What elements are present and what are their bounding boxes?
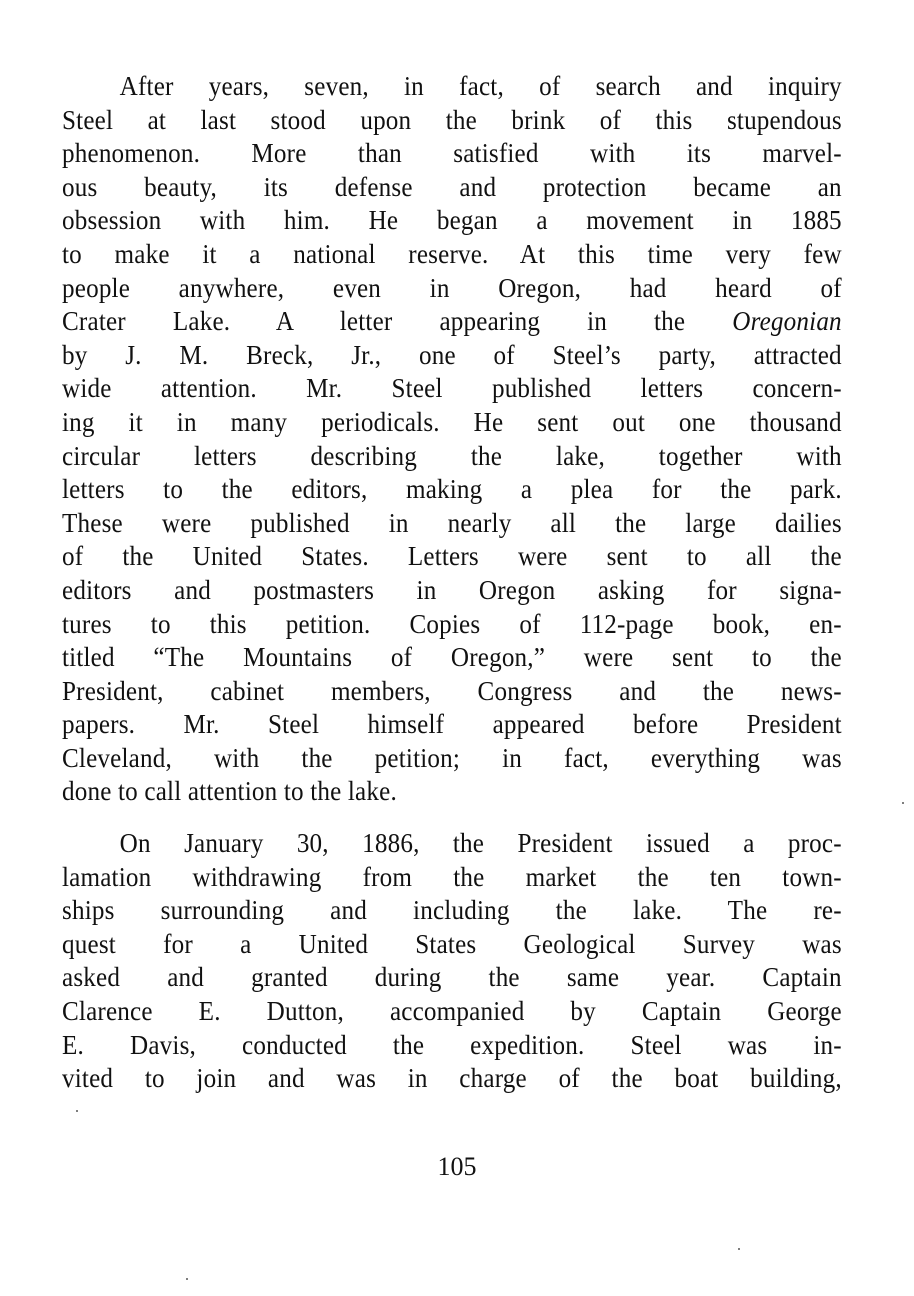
text-line: tures to this petition. Copies of 112-page book, en- <box>62 608 842 639</box>
text-line: to make it a national reserve. At this time very few <box>62 238 842 269</box>
text-line: editors and postmasters in Oregon asking for signa- <box>62 574 842 605</box>
scan-speck <box>76 1110 78 1112</box>
text-line: quest for a United States Geological Survey was <box>62 928 842 959</box>
book-page-body <box>62 70 842 1096</box>
page-number: 105 <box>437 1152 477 1181</box>
text-line: Cleveland, with the petition; in fact, everything was <box>62 742 842 773</box>
text-line: done to call attention to the lake. <box>62 776 397 807</box>
text-line: E. Davis, conducted the expedition. Steel was in- <box>62 1029 842 1060</box>
text-line: Steel at last stood upon the brink of this stupendous <box>62 104 842 135</box>
text-run: Crater Lake. A letter appearing in the <box>62 306 733 337</box>
scan-speck <box>902 802 904 804</box>
text-line: wide attention. Mr. Steel published letters concern- <box>62 373 842 404</box>
paragraph-2 <box>62 827 842 1096</box>
text-line: papers. Mr. Steel himself appeared before President <box>62 709 842 740</box>
text-line: After years, seven, in fact, of search and inquiry <box>119 71 842 101</box>
text-line: President, cabinet members, Congress and the news- <box>62 675 842 706</box>
italic-newspaper-title: Oregonian <box>732 306 842 337</box>
text-line: ous beauty, its defense and protection became an <box>62 171 842 202</box>
text-line: obsession with him. He began a movement in 1885 <box>62 205 842 236</box>
text-line: by J. M. Breck, Jr., one of Steel’s party, attracted <box>62 339 842 370</box>
text-line: circular letters describing the lake, together with <box>62 440 842 471</box>
text-line: people anywhere, even in Oregon, had heard of <box>62 272 842 303</box>
text-line: phenomenon. More than satisfied with its marvel- <box>62 138 842 169</box>
scan-speck <box>186 1278 188 1280</box>
paragraph-1 <box>62 70 842 809</box>
text-line: ships surrounding and including the lake. The re- <box>62 895 842 926</box>
text-line: letters to the editors, making a plea for the park. <box>62 474 842 505</box>
text-line: titled “The Mountains of Oregon,” were sent to the <box>62 642 842 673</box>
text-line: Clarence E. Dutton, accompanied by Captain George <box>62 996 842 1027</box>
text-line: On January 30, 1886, the President issued a proc- <box>119 828 842 859</box>
text-line: ing it in many periodicals. He sent out one thousand <box>62 406 842 437</box>
text-line-with-italic <box>62 305 842 339</box>
text-line: These were published in nearly all the large dailies <box>62 507 842 538</box>
text-line: of the United States. Letters were sent to all the <box>62 541 842 572</box>
text-line: vited to join and was in charge of the boat building, <box>62 1063 842 1094</box>
scan-speck <box>738 1248 740 1250</box>
text-line: asked and granted during the same year. Captain <box>62 962 842 993</box>
text-line: lamation withdrawing from the market the ten town- <box>62 861 842 892</box>
